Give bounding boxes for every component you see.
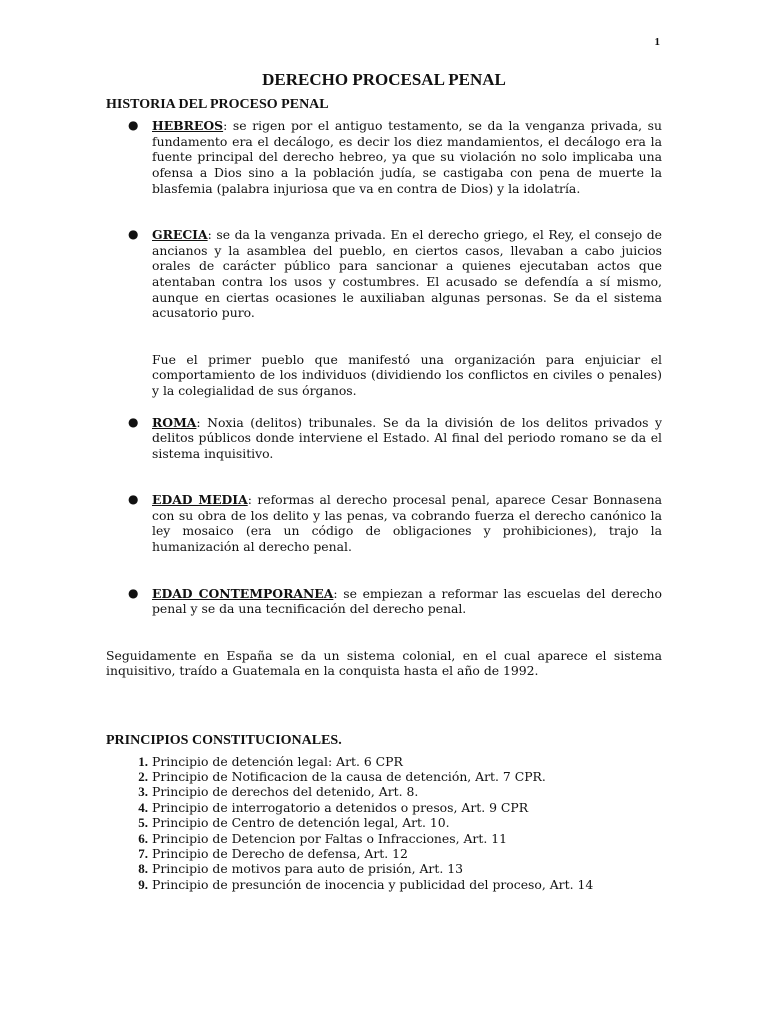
list-item-grecia [106,227,662,321]
item-text: : se empiezan a reformar las escuelas del derecho penal y se da una tecnificación del derecho penal. [152,585,662,617]
principles-list [106,754,662,893]
list-item: 4. Principio de interrogatorio a detenidos o presos, Art. 9 CPR [138,799,529,815]
item-term: HEBREOS [152,118,224,134]
bullet-icon: ● [128,492,139,507]
list-item: 1. Principio de detención legal: Art. 6 CPR [138,753,403,769]
list-item: 2. Principio de Notificacion de la causa de detención, Art. 7 CPR. [138,769,546,785]
list-item: 6. Principio de Detencion por Faltas o Infracciones, Art. 11 [138,830,507,846]
item-term: EDAD CONTEMPORANEA [152,585,334,601]
list-item: 3. Principio de derechos del detenido, Art. 8. [138,784,419,800]
page-number: 1 [654,36,660,48]
list-item-edad-media [106,492,662,554]
list-item: 5. Principio de Centro de detención legal, Art. 10. [138,815,450,831]
bullet-icon: ● [128,227,139,242]
document-title: DERECHO PROCESAL PENAL [262,70,506,89]
item-text: : reformas al derecho procesal penal, aparece Cesar Bonnasena con su obra de los delito y las penas, va cobrando fuerza el derecho canónico la ley mosaico (era un código de obligaciones y prohibiciones), trajo la humanización al derecho penal. [152,492,662,555]
item-term: ROMA [152,414,197,430]
list-item-roma [106,415,662,462]
history-list [106,118,662,321]
item-text: : se da la venganza privada. En el derecho griego, el Rey, el consejo de ancianos y la asamblea del pueblo, en ciertos casos, llevaban a cabo juicios orales de carácter público para sancionar a quienes ejecutaban actos que atentaban contra los usos y costumbres. El acusado se defendía a sí mismo, aunque en ciertas ocasiones le auxiliaban algunas personas. Se da el sistema acusatorio puro. [152,227,662,321]
list-item: 8. Principio de motivos para auto de prisión, Art. 13 [138,861,463,877]
list-item-edad-contemporanea [106,586,662,617]
item-text: : se rigen por el antiguo testamento, se da la venganza privada, su fundamento era el decálogo, es decir los diez mandamientos, el decálogo era la fuente principal del derecho hebreo, ya que su violación no solo implicaba una ofensa a Dios sino a la población judía, se castigaba con pena de muerte la blasfemia (palabra injuriosa que va en contra de Dios) y la idolatría. [152,118,662,196]
document-body [106,72,662,892]
item-text: : Noxia (delitos) tribunales. Se da la división de los delitos privados y delitos públicos donde interviene el Estado. Al final del periodo romano se da el sistema inquisitivo. [152,414,662,461]
list-item: 9. Principio de presunción de inocencia y publicidad del proceso, Art. 14 [138,876,594,892]
list-item: 7. Principio de Derecho de defensa, Art. 12 [138,846,408,862]
bullet-icon: ● [128,118,139,133]
bullet-icon: ● [128,414,139,429]
closing-paragraph: Seguidamente en España se da un sistema colonial, en el cual aparece el sistema inquisitivo, traído a Guatemala en la conquista hasta el año de 1992. [106,647,662,679]
bullet-icon: ● [128,585,139,600]
history-heading: HISTORIA DEL PROCESO PENAL [106,96,329,112]
grecia-extra-paragraph: Fue el primer pueblo que manifestó una organización para enjuiciar el comportamiento de los individuos (dividiendo los conflictos en civiles o penales) y la colegialidad de sus órganos. [152,351,662,398]
history-list-continued [106,415,662,617]
list-item-hebreos [106,118,662,196]
item-term: EDAD MEDIA [152,492,248,508]
principles-heading: PRINCIPIOS CONSTITUCIONALES. [106,733,342,749]
item-term: GRECIA [152,227,208,243]
